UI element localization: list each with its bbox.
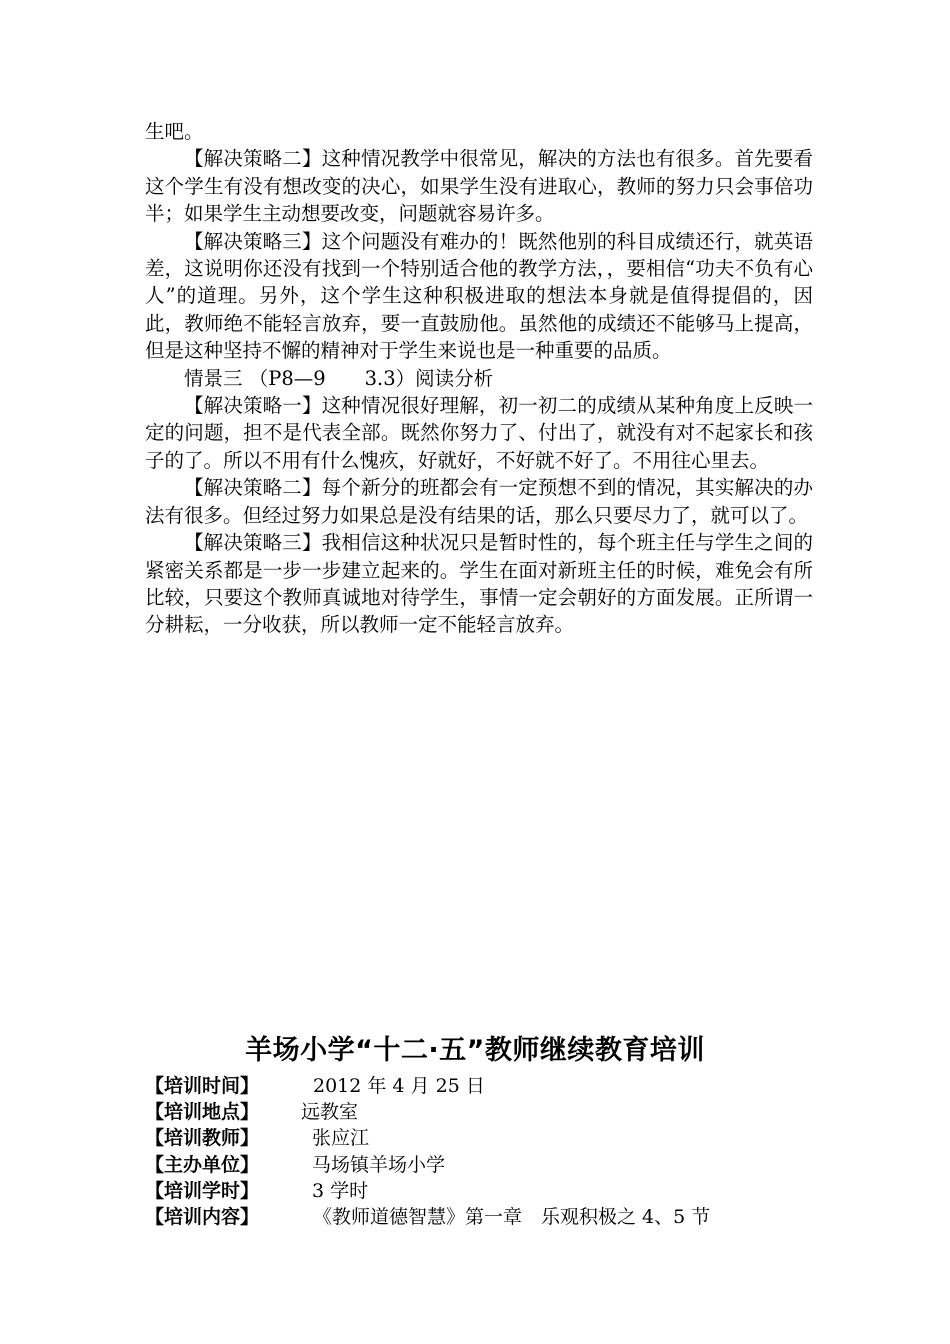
info-label: 【培训内容】 (145, 1205, 260, 1228)
info-row-time (145, 1071, 845, 1097)
info-label: 【培训学时】 (145, 1179, 260, 1202)
info-row-hours (145, 1176, 845, 1202)
paragraph-strategy-3: 【解决策略三】这个问题没有难办的！既然他别的科目成绩还行，就英语差，这说明你还没有找到一个特别适合他的教学方法，，要相信“功夫不负有心人”的道理。另外，这个学生这种积极进取的想法本身就是值得提倡的，因此，教师绝不能轻言放弃，要一直鼓励他。虽然他的成绩还不能够马上提高，但是这种坚持不懈的精神对于学生来说也是一种重要的品质。 (145, 229, 813, 363)
info-value: 3 学时 (312, 1179, 369, 1202)
info-value: 2012 年 4 月 25 日 (313, 1075, 485, 1097)
info-value: 张应江 (312, 1127, 370, 1150)
training-info (145, 1071, 845, 1228)
info-label: 【培训地点】 (145, 1101, 260, 1124)
info-row-location (145, 1097, 845, 1123)
paragraph-strategy-2: 【解决策略二】这种情况教学中很常见，解决的方法也有很多。首先要看这个学生有没有想改变的决心，如果学生没有进取心，教师的努力只会事倍功半；如果学生主动想要改变，问题就容易许多。 (145, 147, 813, 226)
info-label: 【培训教师】 (145, 1127, 260, 1150)
paragraph-continuation: 生吧。 (145, 120, 204, 143)
paragraph-scenario-3: 情景三 （P8—9 3.3）阅读分析 (184, 366, 494, 390)
body-text (145, 118, 813, 639)
info-label: 【培训时间】 (145, 1075, 260, 1097)
info-label: 【主办单位】 (145, 1153, 260, 1176)
paragraph-strategy-2b: 【解决策略二】每个新分的班都会有一定预想不到的情况，其实解决的办法有很多。但经过努力如果总是没有结果的话，那么只要尽力了，就可以了。 (145, 476, 813, 527)
paragraph-strategy-3b: 【解决策略三】我相信这种状况只是暂时性的，每个班主任与学生之间的紧密关系都是一步一步建立起来的。学生在面对新班主任的时候，难免会有所比较，只要这个教师真诚地对待学生，事情一定会朝好的方面发展。正所谓一分耕耘，一分收获，所以教师一定不能轻言放弃。 (145, 531, 813, 637)
info-row-organizer (145, 1150, 845, 1176)
info-row-teacher (145, 1123, 845, 1149)
info-row-content (145, 1202, 845, 1228)
info-value: 《教师道德智慧》第一章 乐观积极之 4、5 节 (313, 1205, 711, 1228)
paragraph-strategy-1: 【解决策略一】这种情况很好理解，初一初二的成绩从某种角度上反映一定的问题，担不是代表全部。既然你努力了、付出了，就没有对不起家长和孩子的了。所以不用有什么愧疚，好就好，不好就不好了。不用往心里去。 (145, 394, 813, 472)
training-title: 羊场小学“十二·五”教师继续教育培训 (245, 1035, 705, 1066)
info-value: 远教室 (301, 1101, 359, 1124)
info-value: 马场镇羊场小学 (312, 1153, 446, 1176)
